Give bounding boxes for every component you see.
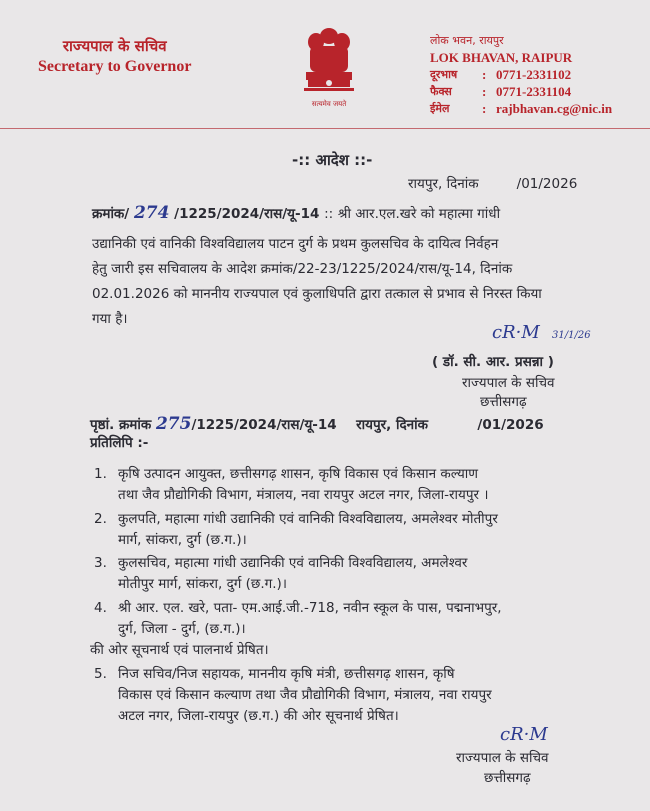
item-number: 5. <box>94 666 107 682</box>
item-line: मोतीपुर मार्ग, सांकरा, दुर्ग (छ.ग.)। <box>118 576 287 592</box>
order-title: -:: आदेश ::- <box>292 151 373 169</box>
letterhead-right <box>430 32 612 117</box>
order-signature: cR·M <box>492 322 540 343</box>
endorsement-kramank-handwritten: 275 <box>155 414 192 434</box>
contact-label: दूरभाष <box>430 68 458 81</box>
order-body-line: 02.01.2026 को माननीय राज्यपाल एवं कुलाधिपति द्वारा तत्काल से प्रभाव से निरस्त किया <box>92 286 542 302</box>
item-number: 4. <box>94 600 107 616</box>
letterhead-divider <box>0 128 650 129</box>
order-place-date <box>408 174 577 195</box>
item-line: श्री आर. एल. खरे, पता- एम.आई.जी.-718, नवीन स्कूल के पास, पद्मनाभपुर, <box>118 600 502 616</box>
item-number: 1. <box>94 466 107 482</box>
copy-item-3 <box>94 553 468 595</box>
contact-value: 0771-2331102 <box>496 67 572 82</box>
office-address-english: LOK BHAVAN, RAIPUR <box>430 50 573 65</box>
kramank-handwritten: 274 <box>133 203 170 223</box>
copy-item-1 <box>94 464 489 506</box>
contact-label: फैक्स <box>430 85 452 98</box>
office-title-hindi: राज्यपाल के सचिव <box>62 37 167 55</box>
contact-value: 0771-2331104 <box>496 84 572 99</box>
item-line: अटल नगर, जिला-रायपुर (छ.ग.) की ओर सूचनार्थ प्रेषित। <box>118 708 399 724</box>
emblem-motto: सत्यमेव जयते <box>311 100 347 108</box>
copy-label: प्रतिलिपि :- <box>90 435 149 451</box>
contact-label: ईमेल <box>430 102 450 115</box>
kramank-number: /1225/2024/रास/यू-14 <box>174 206 320 222</box>
signatory-title: राज्यपाल के सचिव <box>462 375 555 391</box>
signatory-state: छत्तीसगढ़ <box>480 394 527 410</box>
contact-fax: फैक्स : 0771-2331104 <box>430 84 572 99</box>
item-line: कुलसचिव, महात्मा गांधी उद्यानिकी एवं वानिकी विश्वविद्यालय, अमलेश्वर <box>118 555 468 571</box>
forward-note: की ओर सूचनार्थ एवं पालनार्थ प्रेषित। <box>90 642 269 658</box>
copy-item-5 <box>94 664 492 727</box>
item-line: विकास एवं किसान कल्याण तथा जैव प्रौद्योगिकी विभाग, मंत्रालय, नवा रायपुर <box>118 687 492 703</box>
contact-phone: दूरभाष : 0771-2331102 <box>430 67 572 82</box>
kramank-label: क्रमांक/ <box>92 206 130 222</box>
order-body <box>92 232 542 332</box>
national-emblem <box>298 22 360 108</box>
letterhead-left <box>38 36 191 78</box>
endorsement-signatory-title: राज्यपाल के सचिव <box>456 750 549 766</box>
item-line: कृषि उत्पादन आयुक्त, छत्तीसगढ़ शासन, कृषि विकास एवं किसान कल्याण <box>118 466 479 482</box>
office-address-hindi: लोक भवन, रायपुर <box>430 34 504 47</box>
copy-item-4 <box>94 598 502 640</box>
endorsement-kramank-number: /1225/2024/रास/यू-14 <box>191 417 337 433</box>
endorsement-place-date: रायपुर, दिनांक <box>356 417 428 433</box>
endorsement-signature: cR·M <box>500 724 548 745</box>
emblem-icon <box>298 22 360 102</box>
item-line: कुलपति, महात्मा गांधी उद्यानिकी एवं वानिकी विश्वविद्यालय, अमलेश्वर मोतीपुर <box>118 511 498 527</box>
item-line: मार्ग, सांकरा, दुर्ग (छ.ग.)। <box>118 532 247 548</box>
item-line: दुर्ग, जिला - दुर्ग, (छ.ग.)। <box>118 621 246 637</box>
endorsement-date: /01/2026 <box>477 417 544 433</box>
item-line: तथा जैव प्रौद्योगिकी विभाग, मंत्रालय, नवा रायपुर अटल नगर, जिला-रायपुर । <box>118 487 489 503</box>
order-body-line: हेतु जारी इस सचिवालय के आदेश क्रमांक/22-23/1225/2024/रास/यू-14, दिनांक <box>92 261 513 277</box>
order-body-line: गया है। <box>92 311 128 327</box>
signatory-name: ( डॉ. सी. आर. प्रसन्ना ) <box>432 354 554 370</box>
endorsement-label: पृष्ठां. क्रमांक <box>90 417 152 433</box>
order-body-line: श्री आर.एल.खरे को महात्मा गांधी <box>337 206 501 222</box>
date-value: /01/2026 <box>516 176 578 192</box>
order-signature-date: 31/1/26 <box>552 330 591 341</box>
item-number: 2. <box>94 511 107 527</box>
item-number: 3. <box>94 555 107 571</box>
item-line: निज सचिव/निज सहायक, माननीय कृषि मंत्री, छत्तीसगढ़ शासन, कृषि <box>118 666 455 682</box>
endorsement-kramank <box>90 414 544 436</box>
order-kramank: क्रमांक/ 274 /1225/2024/रास/यू-14 :: श्री आर.एल.खरे को महात्मा गांधी <box>92 203 501 223</box>
place-date-label: रायपुर, दिनांक <box>408 176 479 192</box>
copy-item-2 <box>94 509 498 551</box>
contact-value: rajbhavan.cg@nic.in <box>496 101 613 116</box>
contact-email: ईमेल : rajbhavan.cg@nic.in <box>430 101 613 116</box>
order-body-line: उद्यानिकी एवं वानिकी विश्वविद्यालय पाटन दुर्ग के प्रथम कुलसचिव के दायित्व निर्वहन <box>92 236 499 252</box>
office-title-english: Secretary to Governor <box>38 58 192 75</box>
endorsement-signatory-state: छत्तीसगढ़ <box>484 770 531 786</box>
